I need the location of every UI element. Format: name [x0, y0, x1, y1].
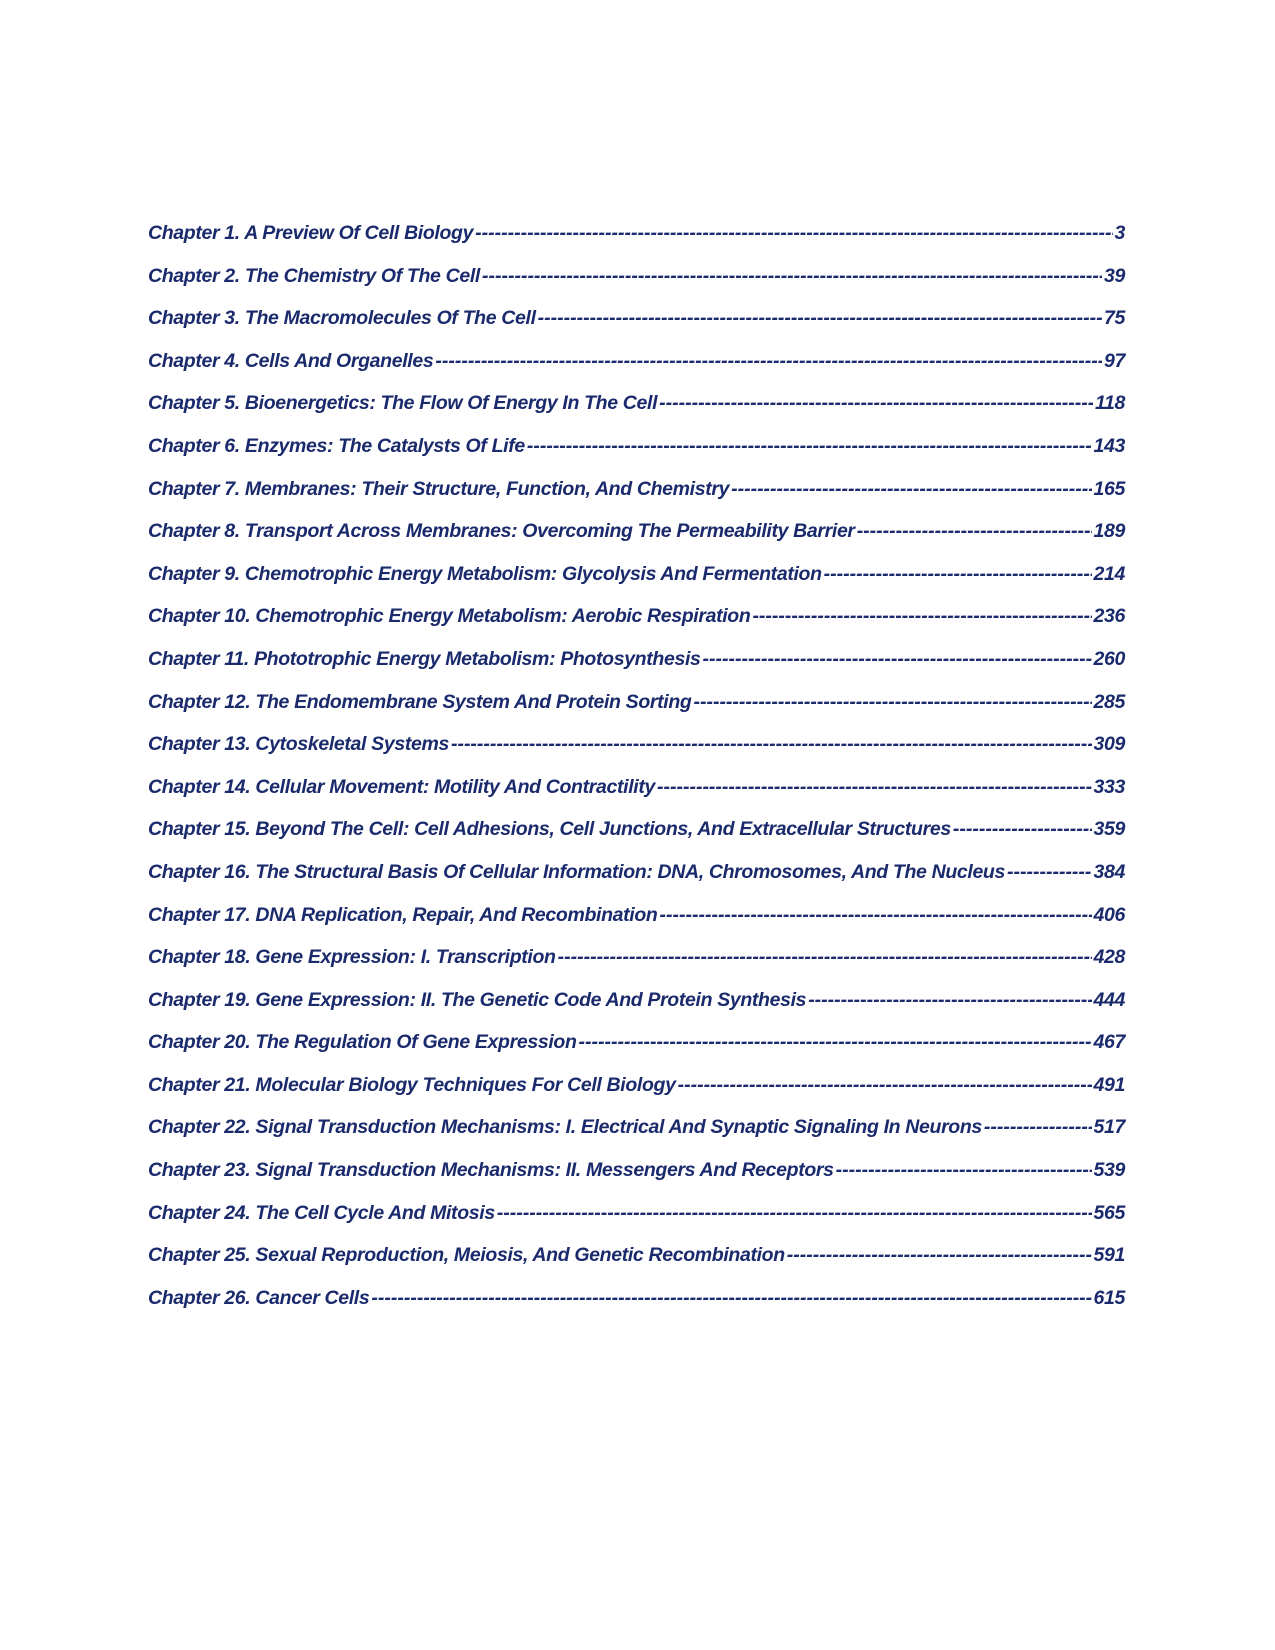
toc-entry-chapter-25[interactable] — [148, 1244, 1125, 1287]
toc-dot-leader — [703, 648, 1092, 671]
toc-entry-chapter-15[interactable] — [148, 818, 1125, 861]
toc-entry-title: Chapter 22. Signal Transduction Mechanisms: I. Electrical And Synaptic Signaling In Neurons — [148, 1116, 982, 1139]
toc-dot-leader — [657, 776, 1092, 799]
toc-entry-chapter-7[interactable] — [148, 478, 1125, 521]
toc-entry-title: Chapter 18. Gene Expression: I. Transcription — [148, 946, 556, 969]
toc-entry-title: Chapter 2. The Chemistry Of The Cell — [148, 264, 480, 287]
toc-entry-title: Chapter 6. Enzymes: The Catalysts Of Life — [148, 434, 525, 457]
toc-dot-leader — [660, 904, 1092, 927]
toc-entry-chapter-18[interactable] — [148, 946, 1125, 989]
toc-entry-title: Chapter 4. Cells And Organelles — [148, 349, 434, 372]
toc-dot-leader — [984, 1116, 1092, 1139]
toc-entry-chapter-22[interactable] — [148, 1116, 1125, 1159]
table-of-contents — [148, 222, 1125, 1329]
toc-dot-leader — [824, 563, 1092, 586]
toc-entry-page: 384 — [1093, 860, 1125, 883]
toc-entry-chapter-4[interactable] — [148, 350, 1125, 393]
toc-entry-page: 428 — [1093, 946, 1125, 969]
toc-entry-title: Chapter 15. Beyond The Cell: Cell Adhesions, Cell Junctions, And Extracellular Structures — [148, 818, 951, 841]
toc-entry-chapter-2[interactable] — [148, 265, 1125, 308]
toc-entry-page: 189 — [1093, 520, 1125, 543]
toc-entry-title: Chapter 26. Cancer Cells — [148, 1286, 370, 1309]
toc-entry-title: Chapter 16. The Structural Basis Of Cellular Information: DNA, Chromosomes, And The Nucleus — [148, 860, 1005, 883]
toc-entry-title: Chapter 5. Bioenergetics: The Flow Of Energy In The Cell — [148, 392, 658, 415]
toc-entry-title: Chapter 14. Cellular Movement: Motility And Contractility — [148, 775, 655, 798]
toc-entry-title: Chapter 17. DNA Replication, Repair, And Recombination — [148, 903, 658, 926]
toc-entry-page: 309 — [1093, 733, 1125, 756]
toc-entry-page: 165 — [1093, 477, 1125, 500]
toc-entry-chapter-14[interactable] — [148, 776, 1125, 819]
toc-dot-leader — [371, 1287, 1091, 1310]
toc-entry-page: 236 — [1093, 605, 1125, 628]
toc-dot-leader — [787, 1244, 1092, 1267]
toc-entry-chapter-21[interactable] — [148, 1074, 1125, 1117]
toc-dot-leader — [482, 265, 1102, 288]
toc-entry-title: Chapter 8. Transport Across Membranes: Overcoming The Permeability Barrier — [148, 520, 855, 543]
toc-entry-chapter-26[interactable] — [148, 1287, 1125, 1330]
toc-entry-title: Chapter 1. A Preview Of Cell Biology — [148, 222, 474, 244]
toc-entry-chapter-12[interactable] — [148, 691, 1125, 734]
toc-entry-chapter-9[interactable] — [148, 563, 1125, 606]
toc-dot-leader — [527, 435, 1092, 458]
toc-entry-chapter-17[interactable] — [148, 904, 1125, 947]
toc-entry-title: Chapter 10. Chemotrophic Energy Metabolism: Aerobic Respiration — [148, 605, 751, 628]
toc-entry-page: 591 — [1093, 1244, 1125, 1267]
toc-entry-title: Chapter 7. Membranes: Their Structure, Function, And Chemistry — [148, 477, 730, 500]
toc-dot-leader — [558, 946, 1092, 969]
toc-entry-chapter-8[interactable] — [148, 520, 1125, 563]
toc-entry-page: 565 — [1093, 1201, 1125, 1224]
toc-entry-page: 39 — [1104, 264, 1125, 287]
toc-entry-page: 97 — [1104, 349, 1125, 372]
toc-entry-title: Chapter 3. The Macromolecules Of The Cell — [148, 307, 536, 330]
toc-entry-page: 406 — [1093, 903, 1125, 926]
toc-entry-page: 467 — [1093, 1031, 1125, 1054]
toc-entry-page: 285 — [1093, 690, 1125, 713]
toc-dot-leader — [497, 1202, 1092, 1225]
toc-entry-title: Chapter 23. Signal Transduction Mechanisms: II. Messengers And Receptors — [148, 1159, 834, 1182]
toc-entry-page: 615 — [1093, 1286, 1125, 1309]
toc-entry-page: 517 — [1093, 1116, 1125, 1139]
toc-entry-page: 3 — [1114, 222, 1125, 244]
toc-entry-chapter-20[interactable] — [148, 1031, 1125, 1074]
toc-dot-leader — [451, 733, 1092, 756]
toc-dot-leader — [953, 818, 1092, 841]
toc-entry-chapter-10[interactable] — [148, 605, 1125, 648]
toc-entry-title: Chapter 24. The Cell Cycle And Mitosis — [148, 1201, 495, 1224]
toc-entry-chapter-19[interactable] — [148, 989, 1125, 1032]
toc-dot-leader — [538, 307, 1102, 330]
toc-entry-title: Chapter 25. Sexual Reproduction, Meiosis, And Genetic Recombination — [148, 1244, 785, 1267]
toc-dot-leader — [836, 1159, 1092, 1182]
toc-entry-chapter-11[interactable] — [148, 648, 1125, 691]
toc-entry-chapter-3[interactable] — [148, 307, 1125, 350]
toc-entry-page: 214 — [1093, 562, 1125, 585]
toc-entry-title: Chapter 19. Gene Expression: II. The Genetic Code And Protein Synthesis — [148, 988, 807, 1011]
toc-entry-title: Chapter 12. The Endomembrane System And Protein Sorting — [148, 690, 692, 713]
toc-entry-page: 260 — [1093, 647, 1125, 670]
toc-entry-title: Chapter 21. Molecular Biology Techniques For Cell Biology — [148, 1073, 676, 1096]
toc-dot-leader — [857, 520, 1092, 543]
toc-entry-page: 539 — [1093, 1159, 1125, 1182]
toc-dot-leader — [693, 691, 1091, 714]
toc-entry-page: 444 — [1093, 988, 1125, 1011]
toc-dot-leader — [435, 350, 1102, 373]
toc-entry-chapter-5[interactable] — [148, 392, 1125, 435]
toc-entry-page: 491 — [1093, 1073, 1125, 1096]
toc-dot-leader — [579, 1031, 1092, 1054]
toc-entry-title: Chapter 20. The Regulation Of Gene Expression — [148, 1031, 577, 1054]
toc-entry-chapter-1[interactable] — [148, 222, 1125, 265]
toc-entry-title: Chapter 9. Chemotrophic Energy Metabolism: Glycolysis And Fermentation — [148, 562, 822, 585]
toc-entry-page: 75 — [1104, 307, 1125, 330]
toc-entry-title: Chapter 11. Phototrophic Energy Metabolism: Photosynthesis — [148, 647, 701, 670]
toc-entry-chapter-23[interactable] — [148, 1159, 1125, 1202]
toc-dot-leader — [731, 478, 1091, 501]
toc-dot-leader — [752, 605, 1091, 628]
toc-entry-chapter-13[interactable] — [148, 733, 1125, 776]
toc-dot-leader — [1007, 861, 1092, 884]
toc-dot-leader — [678, 1074, 1092, 1097]
toc-dot-leader — [659, 392, 1093, 415]
toc-dot-leader — [808, 989, 1091, 1012]
toc-entry-page: 333 — [1093, 775, 1125, 798]
toc-entry-page: 118 — [1094, 392, 1125, 415]
toc-entry-page: 359 — [1093, 818, 1125, 841]
toc-entry-page: 143 — [1093, 434, 1125, 457]
toc-entry-title: Chapter 13. Cytoskeletal Systems — [148, 733, 449, 756]
toc-entry-chapter-6[interactable] — [148, 435, 1125, 478]
toc-entry-chapter-16[interactable] — [148, 861, 1125, 904]
toc-dot-leader — [475, 222, 1112, 245]
toc-entry-chapter-24[interactable] — [148, 1202, 1125, 1245]
